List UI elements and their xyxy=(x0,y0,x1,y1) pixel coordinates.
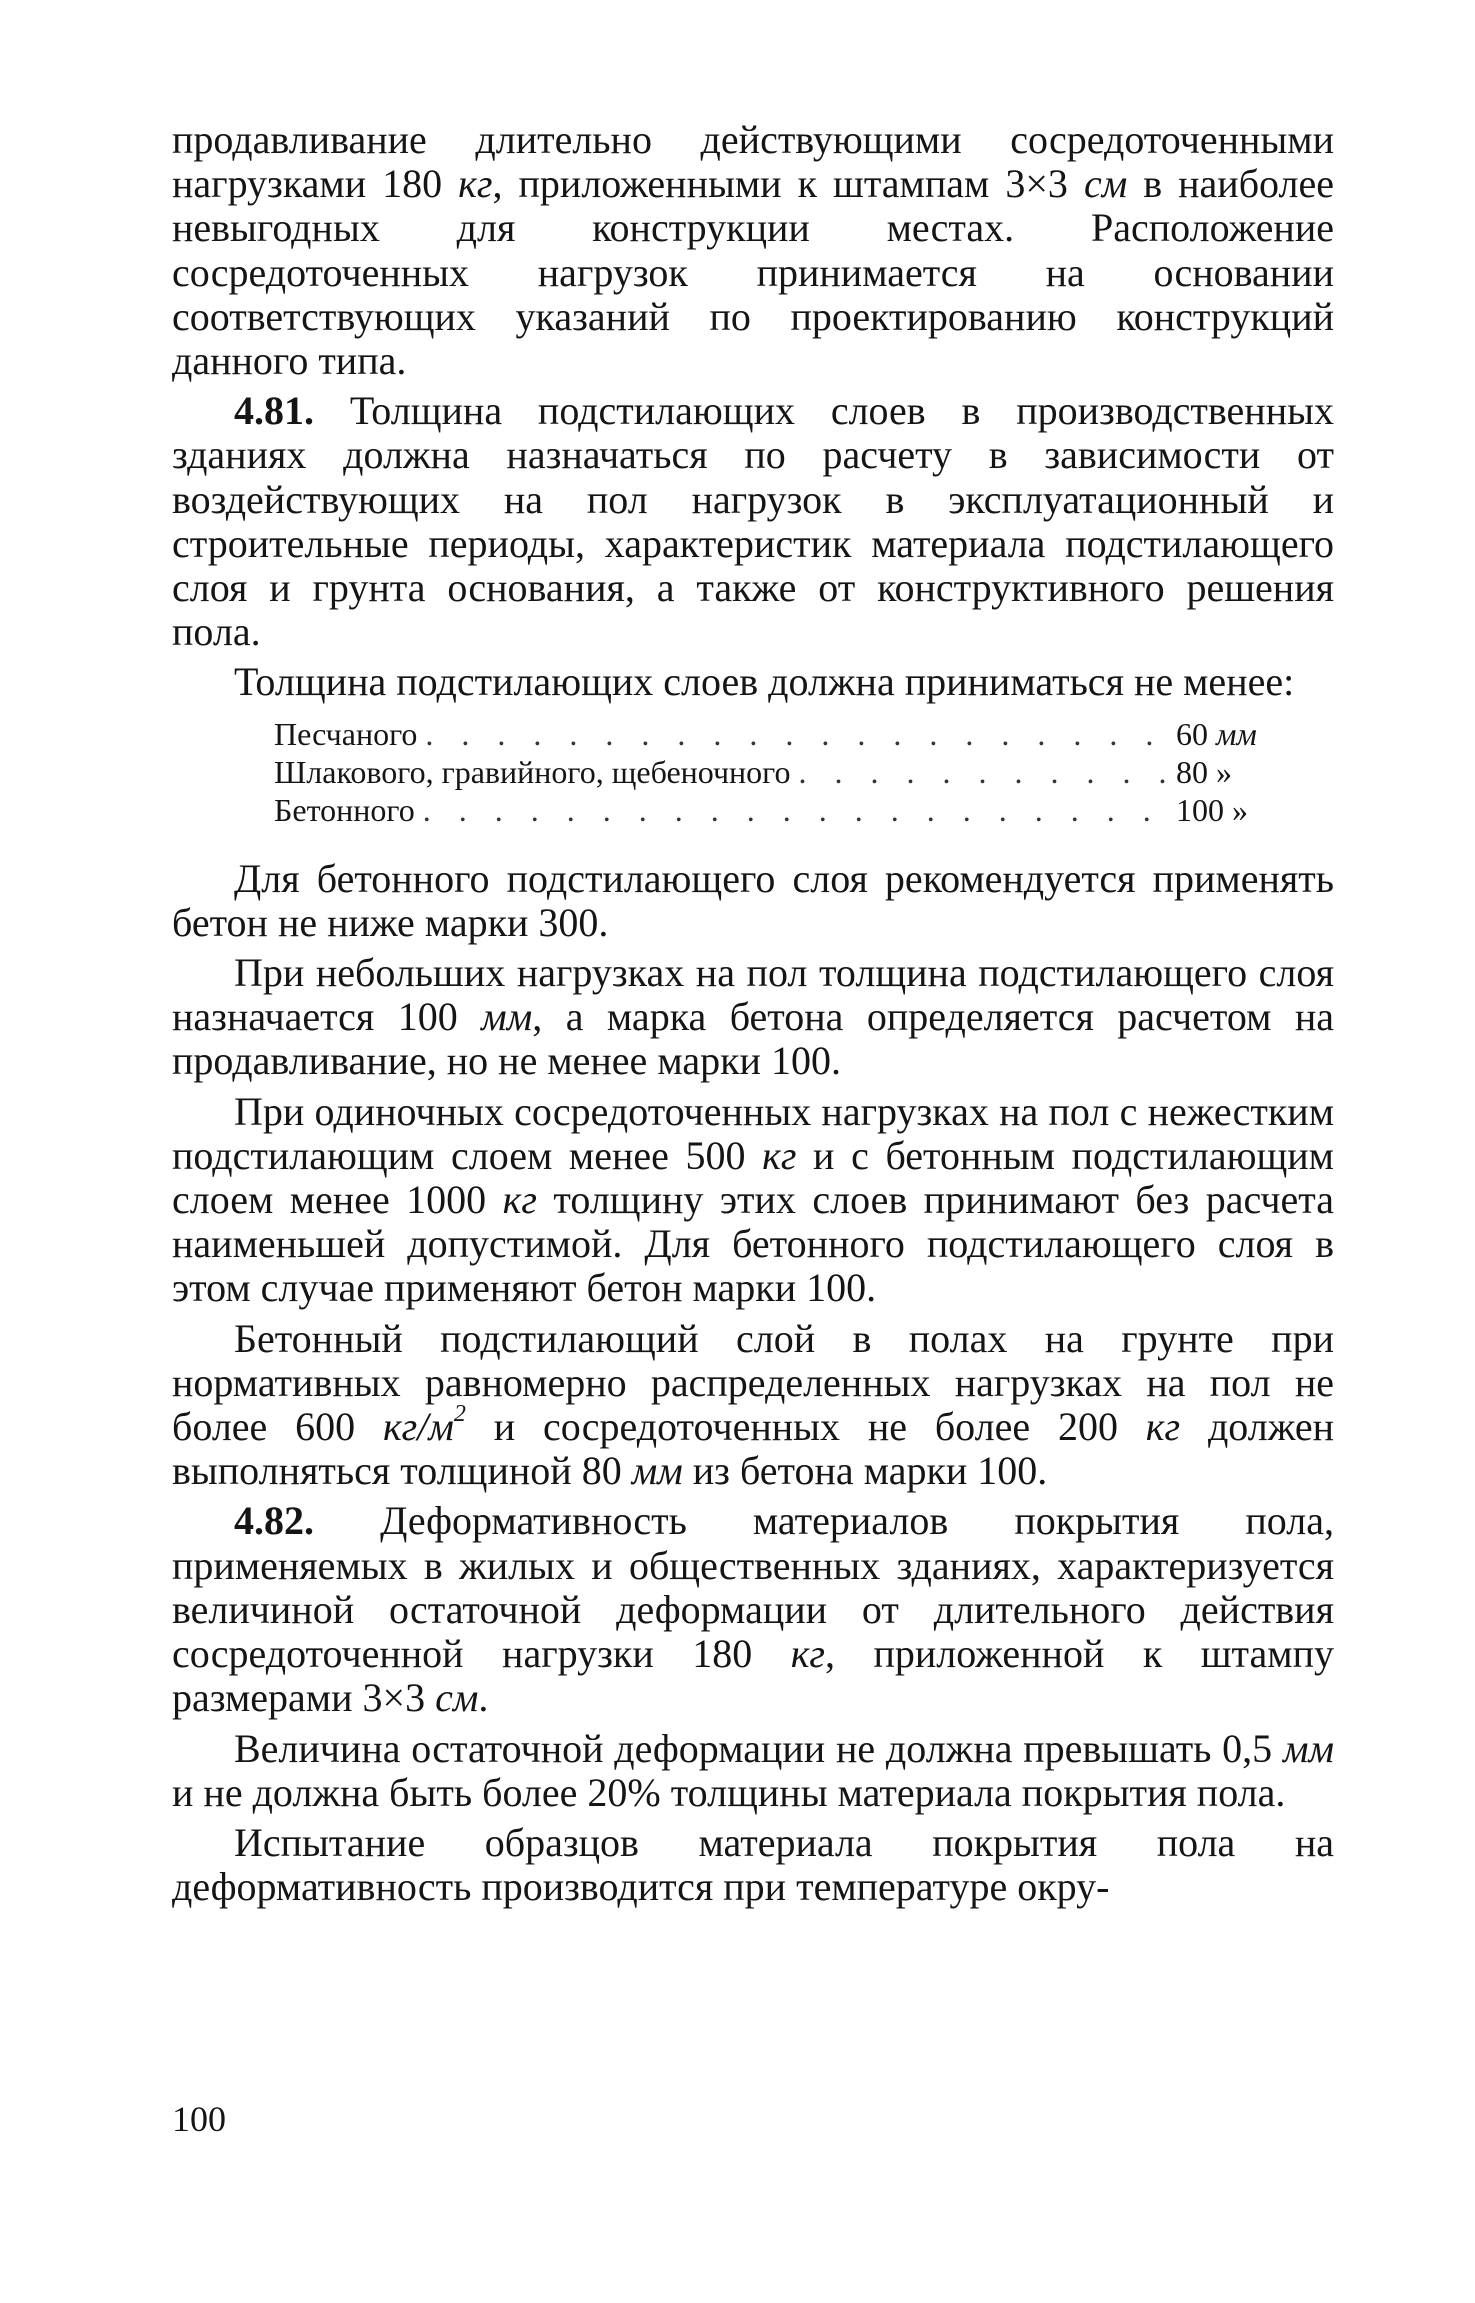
text-run: Толщина подстилающих слоев должна приниматься не менее: xyxy=(234,659,1295,705)
list-item-concrete xyxy=(274,791,1274,829)
page-body xyxy=(172,118,1334,1909)
text-run: При небольших нагрузках на пол толщина подстилающего слоя назначается 100 xyxy=(172,950,1334,1040)
paragraph-testing xyxy=(172,1821,1334,1909)
list-item-label: Бетонного xyxy=(274,791,415,828)
list-item-value xyxy=(1176,715,1274,753)
paragraph-min-thickness xyxy=(172,660,1334,704)
text-run: и сосредоточенных не более 200 xyxy=(465,1404,1146,1450)
list-item-value xyxy=(1176,753,1274,791)
unit-kg: кг xyxy=(762,1132,797,1178)
list-item-slag-gravel xyxy=(274,753,1274,791)
text-run: и не должна быть более 20% толщины материала покрытия пола. xyxy=(172,1769,1286,1815)
text-run: продавливание длительно действующими сосредоточенными нагрузками 180 xyxy=(172,117,1334,207)
text-run: При одиночных сосредоточенных нагрузках на пол с нежестким подстилающим слоем менее 500 xyxy=(172,1088,1334,1178)
text-run: в наиболее невыгодных для конструкции местах. Расположение сосредоточенных нагрузок принимается на основании соответствующих указаний по проектированию конструкций данного типа. xyxy=(172,161,1334,384)
value-number: 60 xyxy=(1176,715,1216,752)
text-run: Испытание образцов материала покрытия пола на деформативность производится при температуре окру- xyxy=(172,1819,1334,1910)
list-item-label: Шлакового, гравийного, щебеночного xyxy=(274,753,791,790)
unit-mm: мм xyxy=(1216,715,1257,752)
leader-dots xyxy=(415,791,1176,829)
paragraph-4-82 xyxy=(172,1499,1334,1720)
text-run: Деформативность материалов покрытия пола, применяемых в жилых и общественных зданиях, характеризуется величиной остаточной деформации от длительного действия сосредоточенной нагрузки 180 xyxy=(172,1498,1334,1677)
leader-dots xyxy=(790,753,1176,791)
text-run: и с бетонным подстилающим слоем менее 1000 xyxy=(172,1132,1334,1223)
text-run: , приложенной к штампу размерами 3×3 xyxy=(172,1631,1334,1721)
unit-kg: кг xyxy=(502,1177,537,1223)
unit-text: кг/м xyxy=(382,1404,454,1450)
value-number: 80 » xyxy=(1176,753,1232,790)
thickness-list xyxy=(274,715,1274,829)
text-run: Толщина подстилающих слоев в производственных зданиях должна назначаться по расчету в зависимости от воздействующих на пол нагрузок в эксплуатационный и строительные периоды, характеристик материала подстилающего слоя и грунта основания, а также от конструктивного решения пола. xyxy=(172,388,1334,655)
paragraph-continuation xyxy=(172,118,1334,383)
leader-dots xyxy=(417,715,1176,753)
text-run: , а марка бетона определяется расчетом на продавливание, но не менее марки 100. xyxy=(172,994,1334,1084)
list-item-value xyxy=(1176,791,1274,829)
paragraph-single-loads xyxy=(172,1090,1334,1311)
list-item-sand xyxy=(274,715,1274,753)
superscript: 2 xyxy=(453,1400,466,1427)
text-run: из бетона марки 100. xyxy=(682,1448,1048,1494)
paragraph-deformation-limit xyxy=(172,1727,1334,1815)
paragraph-4-81 xyxy=(172,389,1334,654)
paragraph-small-loads xyxy=(172,951,1334,1084)
section-number-4-81: 4.81. xyxy=(234,388,314,434)
unit-cm: см xyxy=(1083,161,1128,207)
unit-kg-per-m2 xyxy=(382,1400,466,1450)
paragraph-concrete-grade xyxy=(172,857,1334,945)
unit-kg: кг xyxy=(458,161,493,207)
text-run: , приложенными к штампам 3×3 xyxy=(492,161,1084,207)
text-run: должен выполняться толщиной 80 xyxy=(172,1404,1334,1494)
text-run: толщину этих слоев принимают без расчета наименьшей допустимой. Для бетонного подстилающего слоя в этом случае применяют бетон марки 100. xyxy=(172,1177,1335,1311)
text-run: . xyxy=(478,1675,489,1721)
unit-mm: мм xyxy=(1282,1725,1334,1771)
unit-mm: мм xyxy=(481,994,533,1040)
unit-cm: см xyxy=(435,1675,479,1721)
text-run: Для бетонного подстилающего слоя рекомендуется применять бетон не ниже марки 300. xyxy=(172,855,1334,945)
unit-kg: кг xyxy=(790,1631,826,1677)
text-run: Бетонный подстилающий слой в полах на грунте при нормативных равномерно распределенных нагрузках на пол не более 600 xyxy=(172,1315,1334,1450)
section-number-4-82: 4.82. xyxy=(234,1498,314,1544)
unit-kg: кг xyxy=(1145,1404,1181,1450)
text-run: Величина остаточной деформации не должна превышать 0,5 xyxy=(234,1725,1283,1771)
unit-mm: мм xyxy=(631,1448,683,1494)
page-number: 100 xyxy=(172,2099,226,2139)
value-number: 100 » xyxy=(1176,791,1248,828)
list-item-label: Песчаного xyxy=(274,715,418,752)
paragraph-concrete-layer xyxy=(172,1317,1334,1494)
